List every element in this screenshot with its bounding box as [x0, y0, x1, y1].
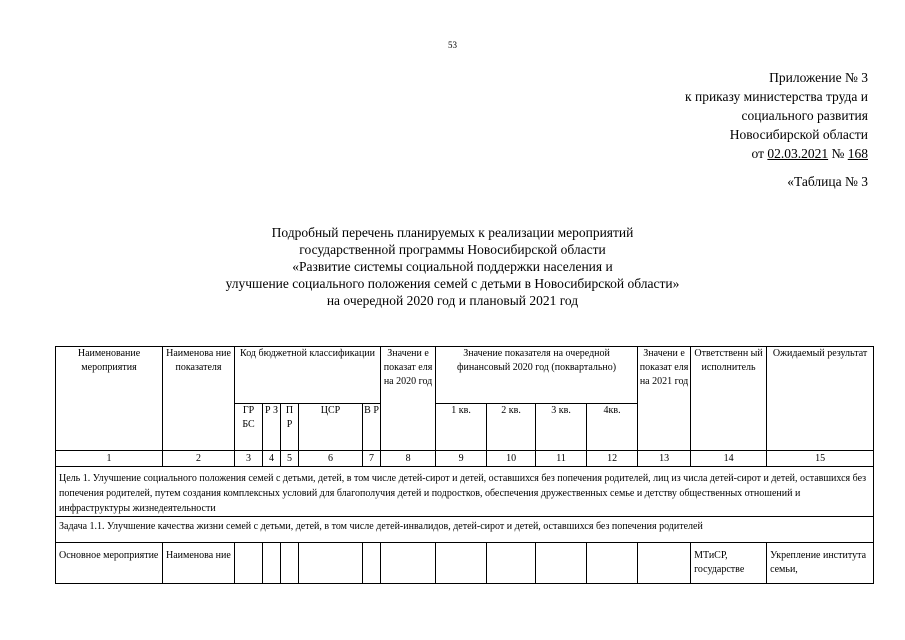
- empty-cell: [263, 543, 281, 584]
- empty-cell: [436, 543, 487, 584]
- order-date: 02.03.2021: [767, 146, 829, 161]
- empty-cell: [235, 543, 263, 584]
- appendix-line-1: Приложение № 3: [769, 70, 868, 85]
- column-number: 10: [487, 451, 536, 467]
- appendix-line-4: Новосибирской области: [729, 127, 868, 142]
- column-number: 3: [235, 451, 263, 467]
- empty-cell: [281, 543, 299, 584]
- header-q4: 4кв.: [587, 404, 638, 451]
- page-number: 53: [448, 40, 457, 50]
- title-line-1: Подробный перечень планируемых к реализации мероприятий: [271, 225, 634, 240]
- document-title: [0, 224, 905, 309]
- header-rz: Р З: [263, 404, 281, 451]
- appendix-line-2: к приказу министерства труда и: [685, 89, 868, 104]
- empty-cell: [638, 543, 691, 584]
- title-line-5: на очередной 2020 год и плановый 2021 год: [326, 293, 579, 308]
- number-sign: №: [828, 146, 848, 161]
- appendix-line-3: социального развития: [741, 108, 868, 123]
- column-number-row: [56, 451, 874, 467]
- header-q3: 3 кв.: [536, 404, 587, 451]
- title-line-3: «Развитие системы социальной поддержки населения и: [292, 259, 613, 274]
- table-label: «Таблица № 3: [787, 174, 868, 189]
- header-pr: П Р: [281, 404, 299, 451]
- header-expected-result: Ожидаемый результат: [767, 347, 874, 451]
- title-line-2: государственной программы Новосибирской области: [299, 242, 606, 257]
- row-responsible: МТиСР, государстве: [691, 543, 767, 584]
- column-number: 2: [163, 451, 235, 467]
- task-row: Задача 1.1. Улучшение качества жизни семей с детьми, детей, в том числе детей-инвалидов, детей-сирот и детей, оставшихся без попечения родителей: [56, 517, 874, 543]
- header-grbs: ГР БС: [235, 404, 263, 451]
- column-number: 11: [536, 451, 587, 467]
- column-number: 7: [363, 451, 381, 467]
- table-row: [56, 543, 874, 584]
- row-expected-result: Укрепление института семьи,: [767, 543, 874, 584]
- column-number: 12: [587, 451, 638, 467]
- header-event-name: Наименование мероприятия: [56, 347, 163, 451]
- goal-row: Цель 1. Улучшение социального положения семей с детьми, детей, в том числе детей-сирот и детей, оставшихся без попечения родителей, лиц из числа детей-сирот и детей, оставшихся без попечения родителей, путем создания комплексных условий для благополучия детей и подростков, обеспечения дружественных семье и детству общественных отношений и инфраструктуры жизнедеятельности: [56, 467, 874, 517]
- empty-cell: [487, 543, 536, 584]
- title-line-4: улучшение социального положения семей с детьми в Новосибирской области»: [225, 276, 680, 291]
- appendix-block: [685, 68, 868, 163]
- row-indicator-name: Наименова ние: [163, 543, 235, 584]
- header-q2: 2 кв.: [487, 404, 536, 451]
- column-number: 13: [638, 451, 691, 467]
- events-table: [55, 346, 874, 584]
- empty-cell: [299, 543, 363, 584]
- header-budget-code: Код бюджетной классификации: [235, 347, 381, 404]
- header-value-2021: Значени е показат еля на 2021 год: [638, 347, 691, 451]
- date-prefix: от: [751, 146, 768, 161]
- header-value-2020: Значени е показат еля на 2020 год: [381, 347, 436, 451]
- column-number: 5: [281, 451, 299, 467]
- column-number: 1: [56, 451, 163, 467]
- column-number: 15: [767, 451, 874, 467]
- header-vr: В Р: [363, 404, 381, 451]
- column-number: 9: [436, 451, 487, 467]
- order-number: 168: [847, 146, 868, 161]
- row-event-name: Основное мероприятие: [56, 543, 163, 584]
- header-indicator-name: Наименова ние показателя: [163, 347, 235, 451]
- empty-cell: [381, 543, 436, 584]
- column-number: 8: [381, 451, 436, 467]
- header-csr: ЦСР: [299, 404, 363, 451]
- header-responsible: Ответственн ый исполнитель: [691, 347, 767, 451]
- empty-cell: [363, 543, 381, 584]
- column-number: 4: [263, 451, 281, 467]
- appendix-date-line: [685, 144, 868, 163]
- header-q1: 1 кв.: [436, 404, 487, 451]
- empty-cell: [587, 543, 638, 584]
- header-quarterly: Значение показателя на очередной финансовый 2020 год (поквартально): [436, 347, 638, 404]
- column-number: 14: [691, 451, 767, 467]
- column-number: 6: [299, 451, 363, 467]
- empty-cell: [536, 543, 587, 584]
